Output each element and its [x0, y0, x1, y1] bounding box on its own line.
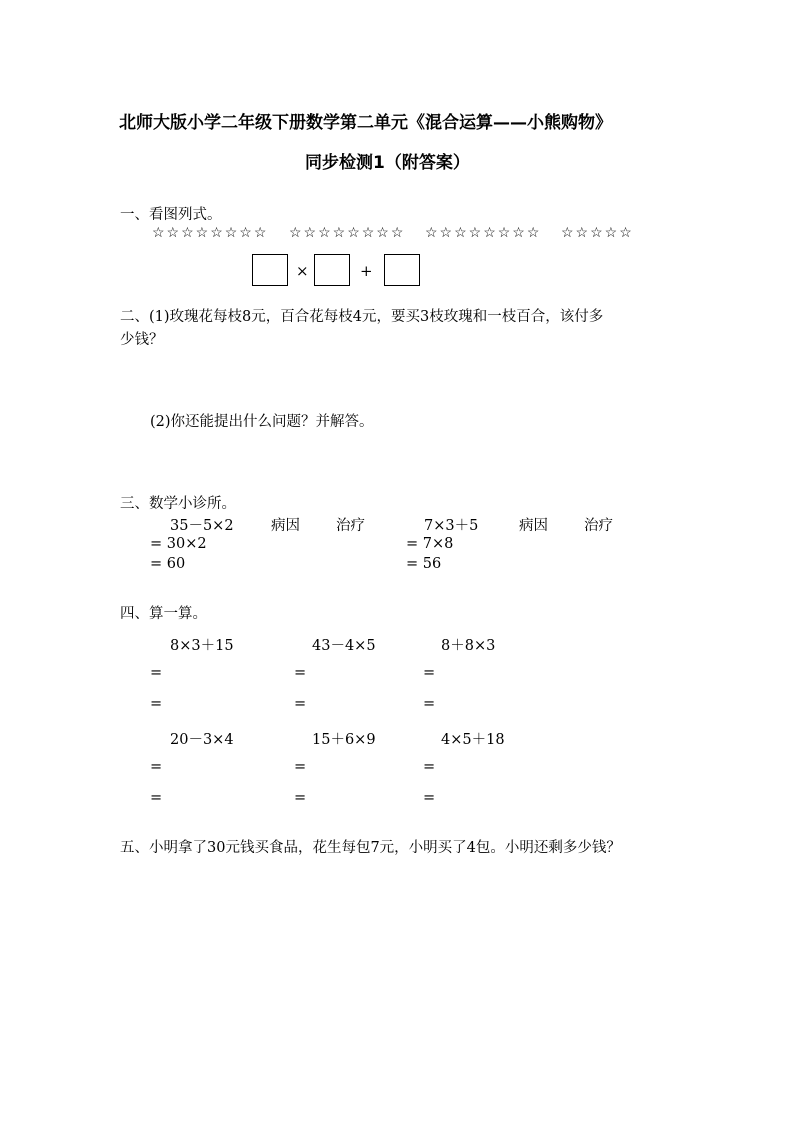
equals-sign: =: [150, 665, 163, 681]
equals-sign: =: [294, 696, 307, 712]
answer-box-1[interactable]: [252, 254, 288, 286]
section2-q1-line2: 少钱？: [120, 332, 164, 348]
section2-q2: (2)你还能提出什么问题？并解答。: [150, 414, 374, 430]
equals-sign: =: [423, 790, 436, 806]
section1-heading: 一、看图列式。: [120, 207, 222, 223]
diagnosis-right-expr: 7×3＋5: [424, 518, 479, 534]
star-group-1: ☆☆☆☆☆☆☆☆: [152, 225, 269, 241]
diagnosis-left-treat-label: 治疗: [336, 518, 365, 534]
calc-expr-3: 8＋8×3: [441, 638, 496, 654]
equals-sign: =: [294, 665, 307, 681]
section3-heading: 三、数学小诊所。: [120, 496, 236, 512]
diagnosis-left-step2: = 60: [150, 556, 186, 572]
section5-question: 五、小明拿了30元钱买食品，花生每包7元，小明买了4包。小明还剩多少钱？: [120, 840, 621, 856]
star-group-4: ☆☆☆☆☆: [561, 225, 634, 241]
calc-expr-6: 4×5＋18: [441, 732, 505, 748]
page-subtitle: 同步检测1（附答案）: [305, 153, 470, 173]
page-title: 北师大版小学二年级下册数学第二单元《混合运算——小熊购物》: [119, 113, 612, 133]
answer-box-2[interactable]: [314, 254, 350, 286]
calc-expr-1: 8×3＋15: [170, 638, 234, 654]
diagnosis-left-cause-label: 病因: [271, 518, 300, 534]
equals-sign: =: [150, 759, 163, 775]
calc-expr-2: 43－4×5: [312, 638, 376, 654]
equals-sign: =: [423, 665, 436, 681]
diagnosis-left-step1: = 30×2: [150, 536, 207, 552]
multiply-sign: ×: [296, 262, 309, 280]
diagnosis-right-cause-label: 病因: [519, 518, 548, 534]
star-group-3: ☆☆☆☆☆☆☆☆: [425, 225, 542, 241]
equals-sign: =: [294, 759, 307, 775]
equals-sign: =: [423, 696, 436, 712]
star-group-2: ☆☆☆☆☆☆☆☆: [289, 225, 406, 241]
diagnosis-right-step1: = 7×8: [406, 536, 454, 552]
diagnosis-left-expr: 35－5×2: [170, 518, 234, 534]
calc-expr-5: 15＋6×9: [312, 732, 376, 748]
plus-sign: +: [360, 262, 373, 280]
calc-expr-4: 20－3×4: [170, 732, 234, 748]
equals-sign: =: [294, 790, 307, 806]
diagnosis-right-step2: = 56: [406, 556, 442, 572]
section4-heading: 四、算一算。: [120, 606, 207, 622]
equals-sign: =: [423, 759, 436, 775]
equals-sign: =: [150, 696, 163, 712]
diagnosis-right-treat-label: 治疗: [584, 518, 613, 534]
answer-box-3[interactable]: [384, 254, 420, 286]
section2-q1-line1: 二、(1)玫瑰花每枝8元，百合花每枝4元，要买3枝玫瑰和一枝百合，该付多: [120, 309, 604, 325]
equals-sign: =: [150, 790, 163, 806]
